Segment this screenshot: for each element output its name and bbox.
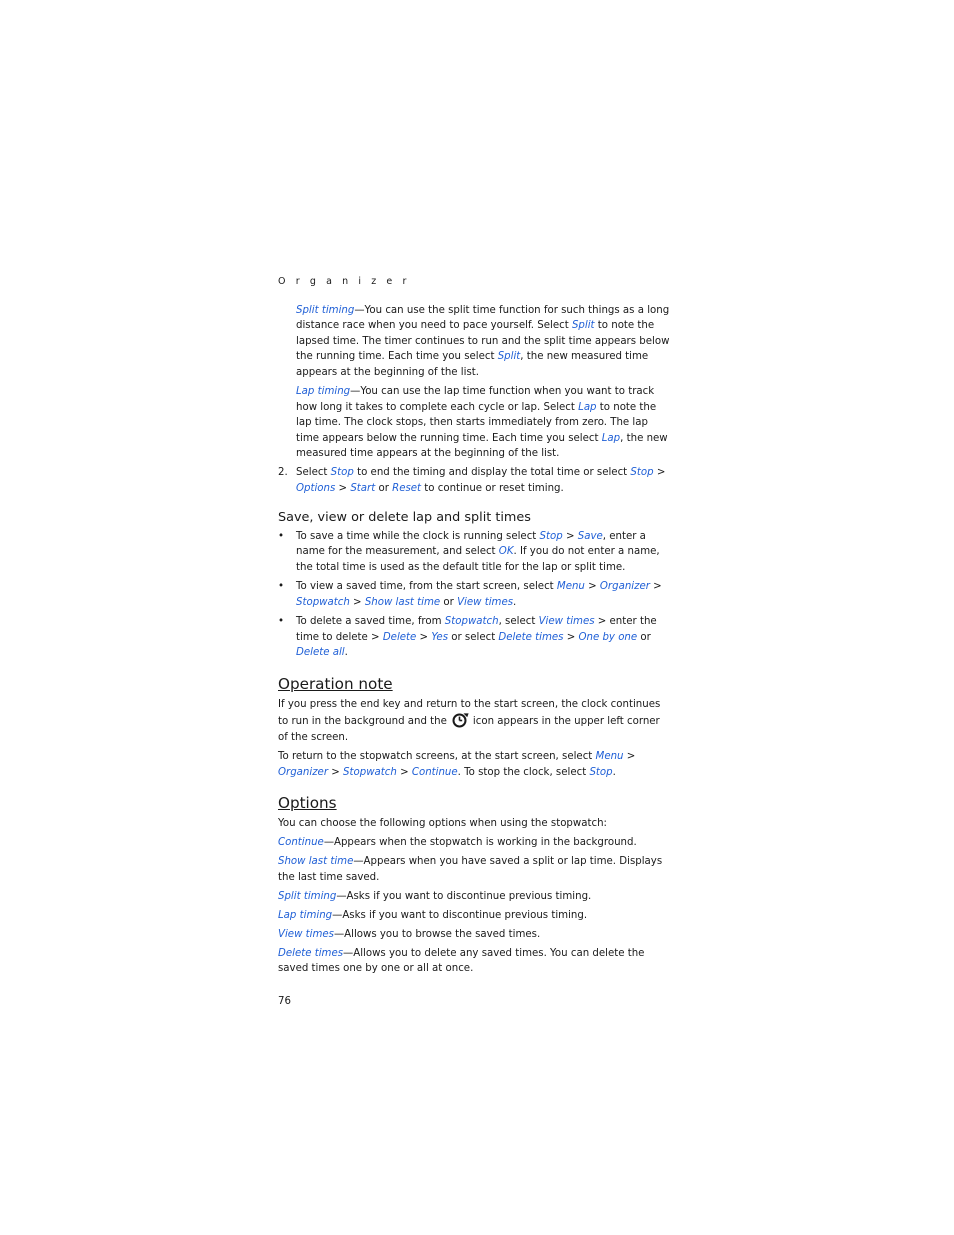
bullet-view-time: • To view a saved time, from the start screen, select Menu > Organizer > Stopwatch > Show last time or View times. — [278, 581, 662, 608]
lap-timing-term: Lap timing — [296, 385, 351, 397]
bullet-save-time: • To save a time while the clock is running select Stop > Save, enter a name for the measurement, and select OK. If you do not enter a name, the total time is used as the default title for the lap or split time. — [278, 530, 660, 573]
option-continue: Continue—Appears when the stopwatch is working in the background. — [278, 837, 637, 849]
option-split-timing: Split timing—Asks if you want to discontinue previous timing. — [278, 890, 592, 902]
options-intro: You can choose the following options when using the stopwatch: — [278, 818, 607, 830]
bullet-mark: • — [278, 530, 285, 542]
manual-page — [278, 274, 670, 1009]
option-delete-times: Delete times—Allows you to delete any saved times. You can delete the saved times one by one or all at once. — [278, 947, 645, 975]
step-2: 2. Select Stop to end the timing and display the total time or select Stop > Options > Start or Reset to continue or reset timing. — [278, 467, 666, 494]
lap-timing-paragraph: Lap timing—You can use the lap time function when you want to track how long it takes to complete each cycle or lap. Select Lap to note the lap time. The clock stops, then starts immediately from zero. The lap time appears below the running time. Each time you select Lap, the new measured time appears at the beginning of the list. — [296, 385, 668, 460]
step-number: 2. — [278, 467, 288, 479]
operation-note-paragraph-1: If you press the end key and return to the start screen, the clock continues to run in the background and the icon appears in the upper left corner of the screen. — [278, 698, 661, 744]
stopwatch-icon — [451, 712, 470, 728]
split-timing-paragraph: Split timing—You can use the split time function for such things as a long distance race when you need to pace yourself. Select Split to note the lapsed time. The timer continues to run and the split time appears below the running time. Each time you select Split, the new measured time appears at the beginning of the list. — [296, 304, 670, 378]
running-head: O r g a n i z e r — [278, 276, 410, 287]
bullet-mark: • — [278, 616, 285, 628]
option-lap-timing: Lap timing—Asks if you want to discontinue previous timing. — [278, 909, 588, 921]
split-timing-term: Split timing — [296, 304, 355, 316]
operation-note-heading: Operation note — [278, 674, 393, 693]
bullet-delete-time: • To delete a saved time, from Stopwatch, select View times > enter the time to delete > Delete > Yes or select Delete times > One by one or Delete all. — [278, 616, 657, 659]
operation-note-paragraph-2: To return to the stopwatch screens, at the start screen, select Menu > Organizer > Stopwatch > Continue. To stop the clock, select Stop. — [278, 751, 636, 778]
options-heading: Options — [278, 794, 337, 813]
option-view-times: View times—Allows you to browse the saved times. — [278, 928, 541, 940]
page-number: 76 — [278, 995, 291, 1007]
bullet-mark: • — [278, 581, 285, 593]
option-show-last-time: Show last time—Appears when you have saved a split or lap time. Displays the last time saved. — [278, 856, 663, 883]
save-view-delete-heading: Save, view or delete lap and split times — [278, 509, 531, 525]
